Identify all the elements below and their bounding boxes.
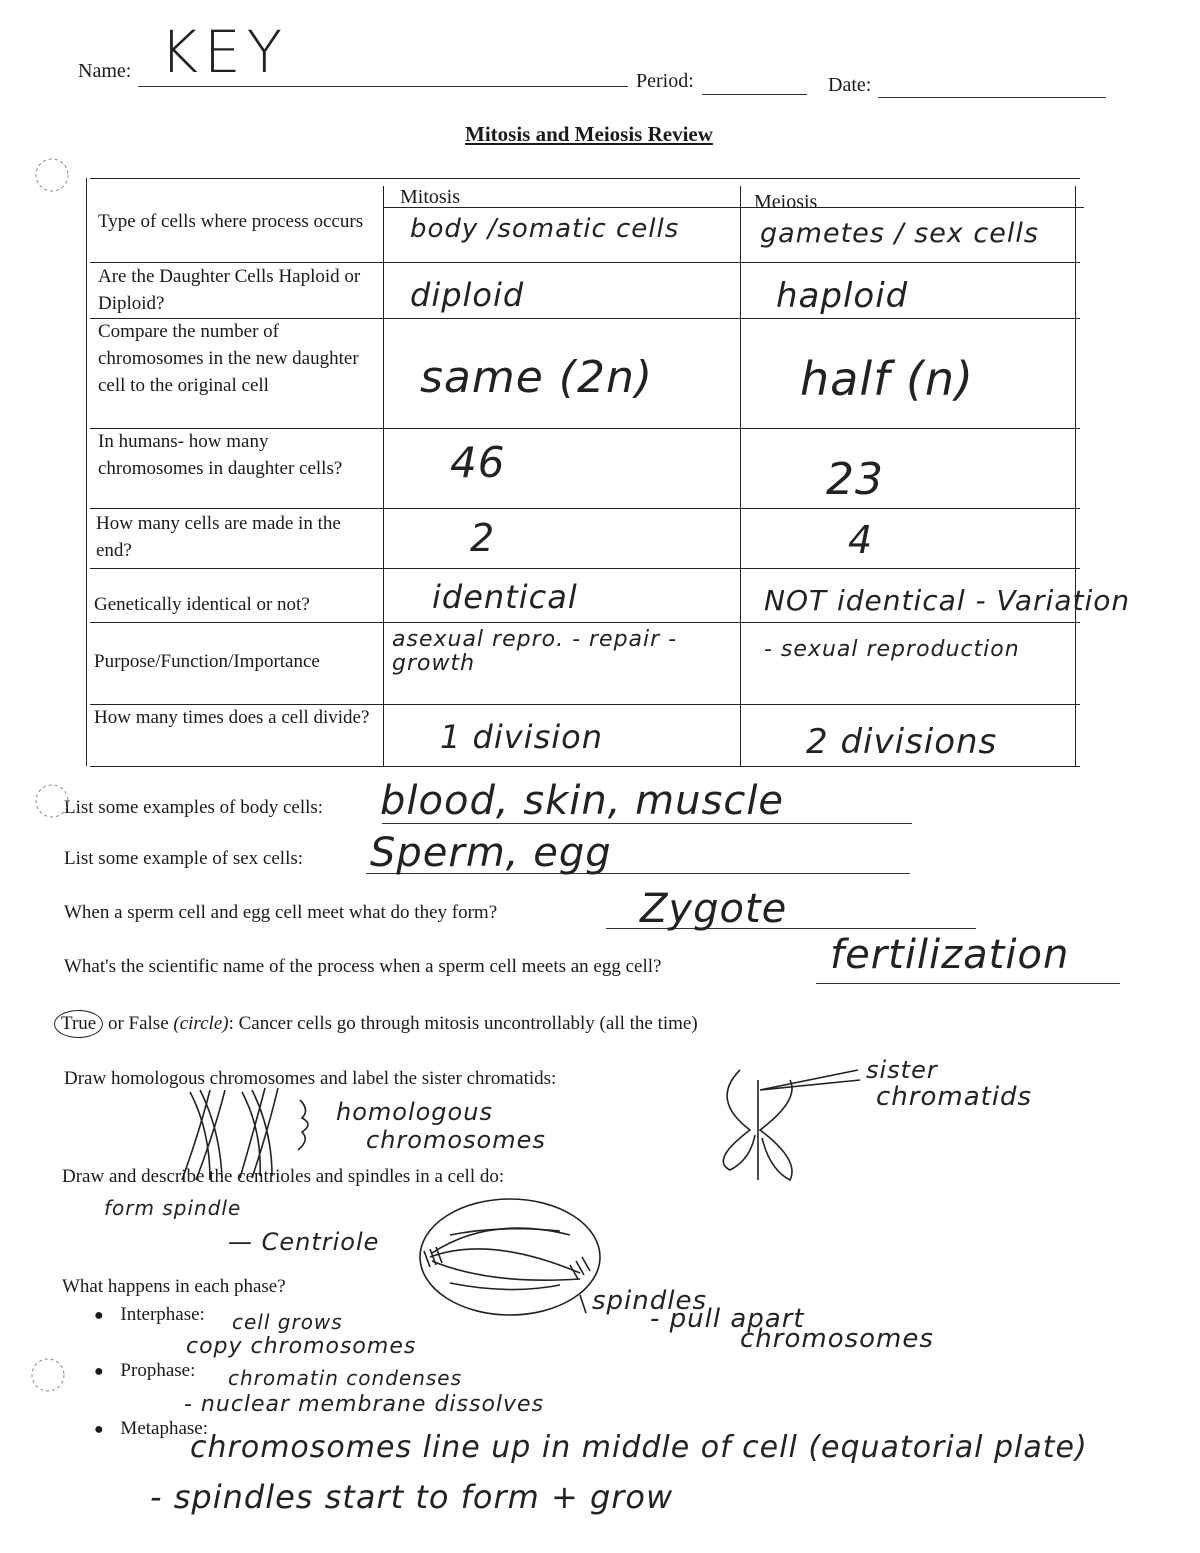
metaphase-label: Metaphase: [120,1418,208,1439]
table-row-mitosis-answer[interactable]: diploid [410,276,525,314]
body-cells-question: List some examples of body cells: [64,797,324,818]
table-left-border [86,178,87,766]
page-title: Mitosis and Meiosis Review [465,122,713,146]
table-row-meiosis-answer[interactable]: 4 [848,518,874,562]
true-false-question [54,1010,698,1038]
phase-question: What happens in each phase? [62,1276,286,1297]
interphase-label: Interphase: [120,1304,205,1325]
prophase-note-2[interactable]: - nuclear membrane dissolves [184,1392,545,1417]
fertilization-answer[interactable]: fertilization [830,932,1070,978]
interphase-note-1[interactable]: cell grows [232,1310,343,1334]
row-divider [90,508,1080,509]
header-mitosis: Mitosis [400,186,461,208]
table-row-mitosis-answer[interactable]: same (2n) [420,352,654,403]
homologous-note-2: chromosomes [366,1126,546,1154]
table-col-divider-2 [740,186,741,766]
table-row-question: In humans- how many chromosomes in daughter cells? [98,431,343,479]
table-row-question: How many cells are made in the end? [96,513,341,561]
fertilization-question: What's the scientific name of the process when a sperm cell meets an egg cell? [64,956,662,977]
name-label: Name: [78,60,132,82]
table-row-meiosis-answer[interactable]: haploid [776,276,909,316]
table-bottom-border [90,766,1080,767]
table-top-border [90,178,1080,179]
sex-cells-answer[interactable]: Sperm, egg [370,830,612,876]
table-row-question: How many times does a cell divide? [94,707,370,728]
table-row-mitosis-answer[interactable]: 46 [450,438,506,487]
header-meiosis: Meiosis [754,191,818,213]
table-row-meiosis-answer[interactable]: NOT identical - Variation [764,584,1131,617]
table-row-mitosis-answer[interactable]: body /somatic cells [410,214,680,244]
date-label: Date: [828,74,872,96]
table-header-border [384,207,1084,208]
tf-rest: or False [103,1013,174,1034]
tf-statement: : Cancer cells go through mitosis uncontrollably (all the time) [228,1013,698,1034]
table-row-question: Genetically identical or not? [94,594,310,615]
table-row-question: Compare the number of chromosomes in the new daughter cell to the original cell [98,321,359,396]
form-spindle-note: form spindle [104,1196,242,1220]
centriole-question: Draw and describe the centrioles and spindles in a cell do: [62,1166,505,1187]
metaphase-note-1[interactable]: chromosomes line up in middle of cell (equatorial plate) [190,1430,1088,1465]
spindles-note-2: - pull apart [650,1304,805,1334]
centriole-note: — Centriole [228,1228,380,1256]
name-underline [138,86,628,87]
date-underline[interactable] [878,97,1106,98]
spindles-note-1: spindles [592,1286,708,1316]
table-row-mitosis-answer[interactable]: asexual repro. - repair - growth [392,627,678,676]
period-underline[interactable] [702,94,807,95]
fertilization-underline [816,983,1120,984]
table-row-mitosis-answer[interactable]: identical [432,578,578,616]
table-col-divider-1 [383,186,384,766]
name-value[interactable]: KEY [160,18,289,86]
interphase-item [94,1304,205,1326]
spindles-note-3: chromosomes [740,1324,934,1354]
table-row-meiosis-answer[interactable]: half (n) [800,352,974,406]
table-row-meiosis-answer[interactable]: 23 [826,454,884,505]
table-row-mitosis-answer[interactable]: 1 division [440,718,603,756]
sister-note-2: chromatids [876,1082,1033,1112]
table-row-question: Are the Daughter Cells Haploid or Diploid? [98,266,361,314]
table-row-question: Type of cells where process occurs [98,211,364,232]
bullet-icon: ● [94,1307,104,1324]
table-row-mitosis-answer[interactable]: 2 [470,516,496,560]
zygote-answer[interactable]: Zygote [640,886,788,932]
table-right-border [1075,186,1076,766]
hole-punch-mark [30,776,70,826]
table-row-meiosis-answer[interactable]: gametes / sex cells [760,218,1039,249]
bullet-icon: ● [94,1421,104,1438]
cell-spindle-drawing [410,1195,620,1325]
true-circled[interactable]: True [54,1010,103,1038]
prophase-note-1[interactable]: chromatin condenses [228,1366,463,1390]
table-row-meiosis-answer[interactable]: - sexual reproduction [764,637,1020,662]
row-divider [90,568,1080,569]
row-divider [90,622,1080,623]
metaphase-note-2[interactable]: - spindles start to form + grow [150,1478,674,1516]
body-cells-answer[interactable]: blood, skin, muscle [380,778,785,824]
hole-punch-mark [30,150,70,200]
prophase-label: Prophase: [120,1360,196,1381]
sex-cells-question: List some example of sex cells: [64,848,304,869]
sister-chromatids-drawing [700,1060,880,1190]
homologous-question: Draw homologous chromosomes and label the sister chromatids: [64,1068,557,1089]
bullet-icon: ● [94,1363,104,1380]
table-row-meiosis-answer[interactable]: 2 divisions [806,722,998,762]
table-row-question: Purpose/Function/Importance [94,651,320,672]
tf-circle-hint: (circle) [173,1013,229,1034]
sister-note-1: sister [866,1056,938,1084]
homologous-note-1: homologous [336,1098,493,1126]
interphase-note-2[interactable]: copy chromosomes [186,1334,417,1359]
zygote-question: When a sperm cell and egg cell meet what do they form? [64,902,498,923]
prophase-item [94,1360,195,1382]
hole-punch-mark [26,1350,66,1400]
period-label: Period: [636,70,694,92]
